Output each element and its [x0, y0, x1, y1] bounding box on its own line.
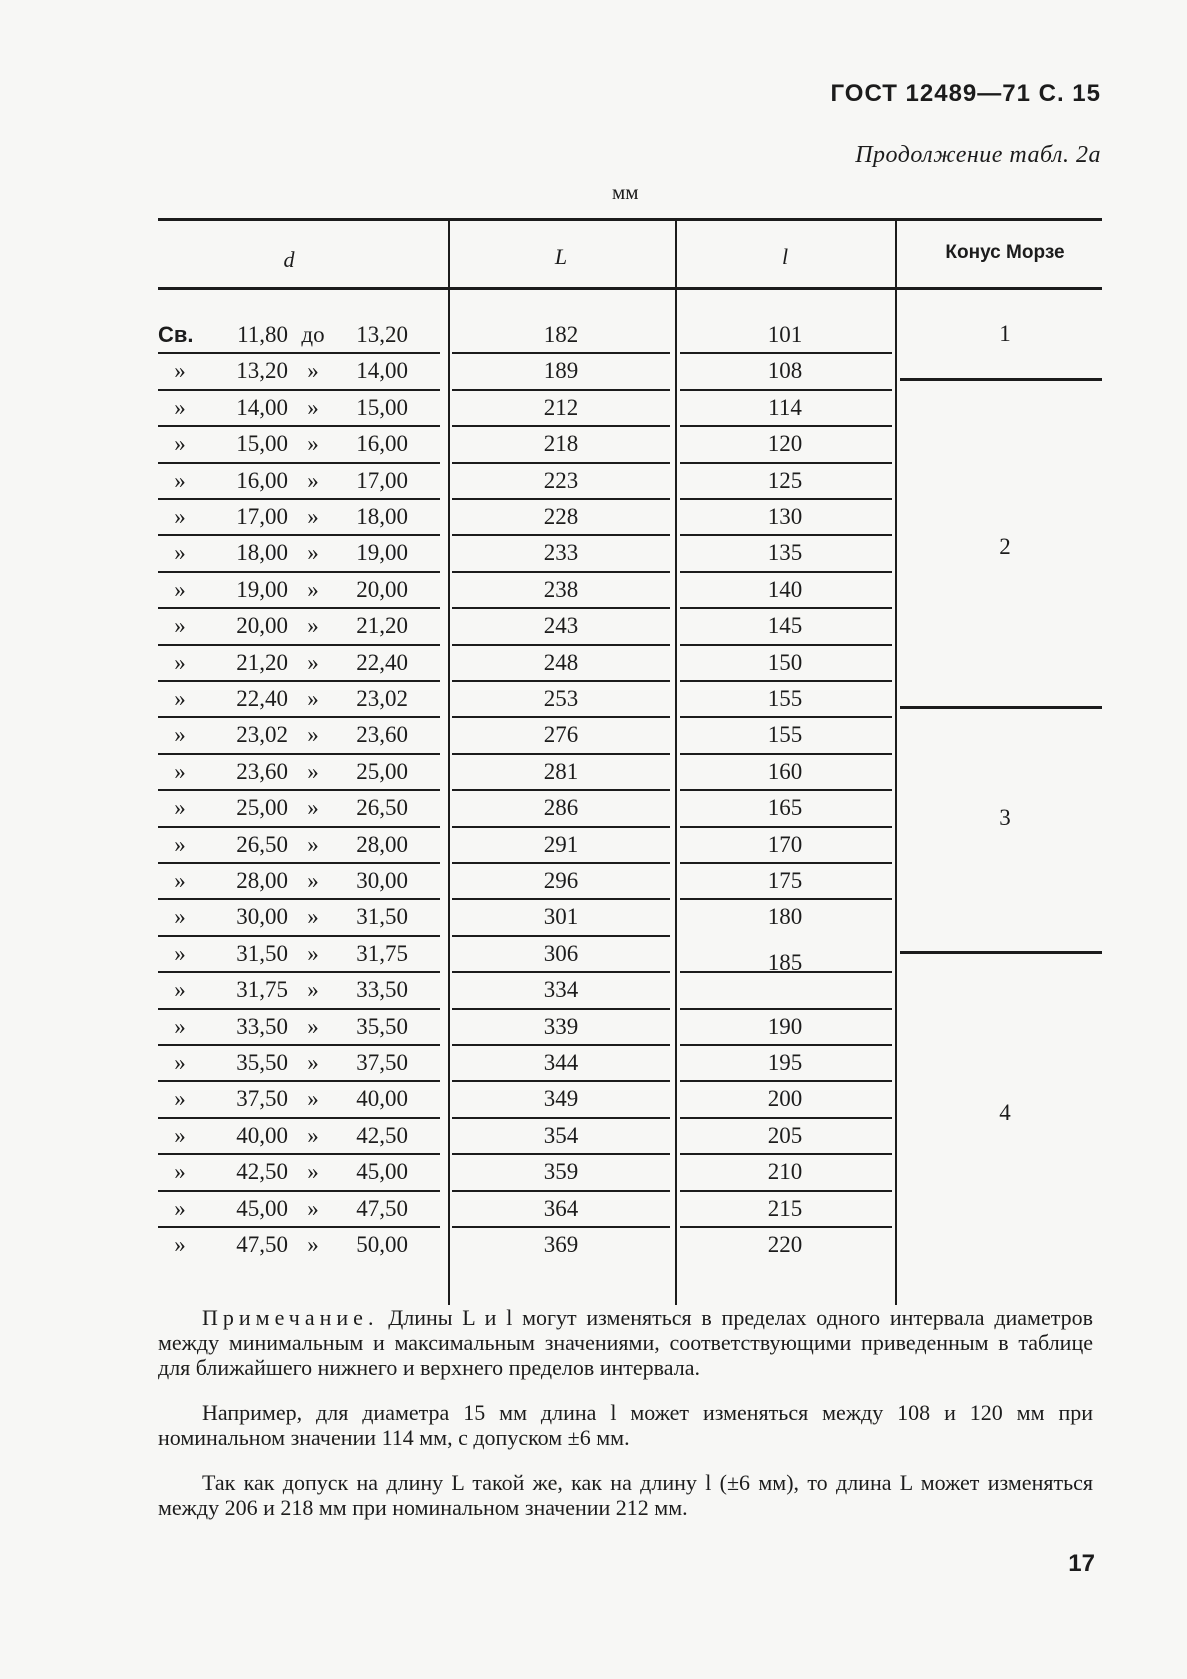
cell-prefix: »	[174, 977, 186, 1003]
cell-l: 210	[767, 1159, 803, 1185]
table-row	[0, 828, 1187, 862]
cell-d-from: 11,80	[237, 322, 288, 347]
cell-d-to: 26,50	[356, 795, 408, 821]
morse-group-3: 3	[999, 805, 1011, 830]
cell-prefix: »	[174, 868, 186, 893]
cell-d-from: 19,00	[236, 576, 288, 602]
cell-to-word: »	[307, 1195, 319, 1221]
cell-L: 238	[543, 576, 579, 602]
cell-d-from: 25,00	[236, 795, 288, 821]
cell-l: 175	[767, 868, 803, 893]
cell-l: 150	[767, 649, 803, 675]
cell-prefix: »	[174, 613, 186, 639]
cell-prefix: »	[174, 1050, 186, 1075]
table-row	[0, 718, 1187, 752]
table-row	[0, 973, 1187, 1007]
cell-L: 189	[543, 358, 579, 384]
cell-l: 125	[767, 467, 803, 493]
table-row	[0, 1192, 1187, 1226]
cell-l: 120	[767, 431, 803, 457]
cell-prefix: »	[174, 394, 186, 420]
cell-to-word: »	[307, 758, 319, 784]
cell-d-from: 15,00	[236, 431, 288, 457]
cell-prefix: »	[174, 540, 186, 566]
cell-prefix: »	[174, 1232, 186, 1257]
cell-to-word: »	[307, 431, 319, 457]
cell-L: 369	[543, 1232, 579, 1257]
table-row	[0, 937, 1187, 971]
table-rule	[158, 218, 1102, 221]
cell-l: 135	[767, 540, 803, 566]
table-row	[0, 573, 1187, 607]
cell-d-from: 31,75	[236, 977, 288, 1003]
cell-d-from: 47,50	[236, 1232, 288, 1257]
cell-l: 220	[767, 1232, 803, 1257]
cell-prefix: »	[174, 795, 186, 821]
cell-l: 190	[767, 1013, 803, 1039]
table-row	[0, 646, 1187, 680]
cell-d-from: 16,00	[236, 467, 288, 493]
cell-d-to: 22,40	[356, 649, 408, 675]
cell-d-to: 31,75	[356, 940, 408, 966]
cell-d-to: 15,00	[356, 394, 408, 420]
cell-to-word: »	[307, 613, 319, 639]
cell-d-from: 37,50	[236, 1086, 288, 1112]
cell-d-to: 30,00	[356, 868, 408, 893]
cell-l: 200	[767, 1086, 803, 1112]
cell-l: 215	[767, 1195, 803, 1221]
cell-d-from: 14,00	[236, 394, 288, 420]
cell-L: 286	[543, 795, 579, 821]
cell-L: 344	[543, 1050, 579, 1075]
cell-L: 296	[543, 868, 579, 893]
table-row	[0, 864, 1187, 898]
cell-L: 182	[543, 322, 579, 347]
cell-prefix: »	[174, 1122, 186, 1148]
cell-l: 155	[767, 686, 803, 711]
cell-d-from: 18,00	[236, 540, 288, 566]
cell-d-to: 19,00	[356, 540, 408, 566]
cell-L: 253	[543, 686, 579, 711]
cell-d-to: 37,50	[356, 1050, 408, 1075]
cell-d-from: 40,00	[236, 1122, 288, 1148]
cell-d-from: 21,20	[236, 649, 288, 675]
cell-prefix: »	[174, 1086, 186, 1112]
cell-L: 281	[543, 758, 579, 784]
cell-d-to: 50,00	[356, 1232, 408, 1257]
cell-prefix: »	[174, 831, 186, 857]
cell-L: 364	[543, 1195, 579, 1221]
cell-d-from: 42,50	[236, 1159, 288, 1185]
cell-prefix: »	[174, 649, 186, 675]
table-row	[0, 1228, 1187, 1262]
cell-to-word: »	[307, 686, 319, 711]
cell-d-to: 16,00	[356, 431, 408, 457]
table-rule	[158, 287, 1102, 290]
cell-L: 339	[543, 1013, 579, 1039]
table-row	[0, 391, 1187, 425]
cell-d-from: 30,00	[236, 904, 288, 930]
cell-l: 108	[767, 358, 803, 384]
cell-d-from: 35,50	[236, 1050, 288, 1075]
note-title: Примечание.	[202, 1305, 379, 1330]
cell-d-from: 26,50	[236, 831, 288, 857]
cell-d-to: 17,00	[356, 467, 408, 493]
morse-group-4: 4	[999, 1100, 1011, 1125]
cell-d-from: 23,60	[236, 758, 288, 784]
cell-to-word: »	[307, 394, 319, 420]
note-text-1: Длины L и l могут изменяться в пределах одного интервала диаметров между минимальным и максимальным значениями, соответствующими приведенным в таблице для ближайшего нижнего и верхнего пределов интервала.	[158, 1305, 1094, 1380]
table-row	[0, 609, 1187, 643]
cell-prefix: »	[174, 576, 186, 602]
cell-to-word: »	[307, 358, 319, 384]
header-d: d	[283, 247, 295, 272]
cell-d-to: 18,00	[356, 504, 408, 529]
cell-to-word: »	[307, 940, 319, 966]
cell-L: 223	[543, 467, 579, 493]
cell-to-word: »	[307, 1013, 319, 1039]
cell-l: 205	[767, 1122, 803, 1148]
table-row	[0, 1046, 1187, 1080]
cell-l: 160	[767, 758, 803, 784]
cell-l: 170	[767, 831, 803, 857]
cell-d-to: 25,00	[356, 758, 408, 784]
cell-d-from: 23,02	[236, 722, 288, 748]
cell-to-word: »	[307, 1232, 319, 1257]
cell-to-word: »	[307, 977, 319, 1003]
table-row	[0, 1155, 1187, 1189]
cell-to-word: »	[307, 831, 319, 857]
cell-d-from: 13,20	[236, 358, 288, 384]
cell-L: 243	[543, 613, 579, 639]
cell-d-to: 28,00	[356, 831, 408, 857]
cell-to-word: »	[307, 904, 319, 930]
merged-l-cell: 185	[767, 950, 803, 975]
cell-to-word: »	[307, 540, 319, 566]
note-paragraph-2: Например, для диаметра 15 мм длина l может изменяться между 108 и 120 мм при номинальном значении 114 мм, с допуском ±6 мм.	[158, 1400, 1093, 1450]
cell-l: 130	[767, 504, 803, 529]
table-row	[0, 900, 1187, 934]
cell-d-from: 45,00	[236, 1195, 288, 1221]
cell-d-from: 22,40	[236, 686, 288, 711]
table-row	[0, 682, 1187, 716]
cell-l: 165	[767, 795, 803, 821]
cell-d-to: 23,02	[356, 686, 408, 711]
header-morse-taper: Конус Морзе	[945, 242, 1065, 263]
table-row	[0, 464, 1187, 498]
cell-prefix: »	[174, 686, 186, 711]
cell-L: 334	[543, 977, 579, 1003]
cell-to-word: »	[307, 467, 319, 493]
table-row	[0, 427, 1187, 461]
cell-prefix: »	[174, 1195, 186, 1221]
table-row	[0, 1010, 1187, 1044]
cell-d-from: 31,50	[236, 940, 288, 966]
cell-d-to: 42,50	[356, 1122, 408, 1148]
morse-group-2: 2	[999, 534, 1011, 559]
cell-prefix: Св.	[158, 322, 194, 347]
cell-d-to: 31,50	[356, 904, 408, 930]
cell-to-word: до	[301, 322, 325, 347]
cell-prefix: »	[174, 904, 186, 930]
cell-prefix: »	[174, 940, 186, 966]
cell-to-word: »	[307, 576, 319, 602]
cell-d-to: 45,00	[356, 1159, 408, 1185]
header-l: l	[781, 244, 789, 269]
note-paragraph-1	[158, 1305, 1093, 1380]
cell-prefix: »	[174, 1159, 186, 1185]
cell-l: 101	[767, 322, 803, 347]
cell-L: 233	[543, 540, 579, 566]
cell-to-word: »	[307, 795, 319, 821]
document-header: ГОСТ 12489—71 С. 15	[830, 80, 1101, 107]
cell-prefix: »	[174, 504, 186, 529]
cell-l: 140	[767, 576, 803, 602]
cell-d-from: 20,00	[236, 613, 288, 639]
cell-d-from: 17,00	[236, 504, 288, 529]
cell-L: 306	[543, 940, 579, 966]
cell-L: 276	[543, 722, 579, 748]
cell-l: 180	[767, 904, 803, 930]
table-row	[0, 500, 1187, 534]
cell-d-to: 13,20	[356, 322, 408, 347]
cell-prefix: »	[174, 467, 186, 493]
cell-d-from: 28,00	[236, 868, 288, 893]
cell-prefix: »	[174, 358, 186, 384]
unit-label: мм	[612, 180, 639, 204]
cell-l: 155	[767, 722, 803, 748]
cell-L: 218	[543, 431, 579, 457]
cell-to-word: »	[307, 1122, 319, 1148]
cell-d-to: 40,00	[356, 1086, 408, 1112]
cell-L: 359	[543, 1159, 579, 1185]
cell-d-from: 33,50	[236, 1013, 288, 1039]
cell-prefix: »	[174, 431, 186, 457]
cell-l: 195	[767, 1050, 803, 1075]
page-number: 17	[1068, 1550, 1095, 1577]
cell-to-word: »	[307, 504, 319, 529]
cell-d-to: 23,60	[356, 722, 408, 748]
cell-L: 248	[543, 649, 579, 675]
cell-d-to: 47,50	[356, 1195, 408, 1221]
cell-d-to: 21,20	[356, 613, 408, 639]
cell-d-to: 35,50	[356, 1013, 408, 1039]
cell-L: 301	[543, 904, 579, 930]
note-paragraph-3: Так как допуск на длину L такой же, как на длину l (±6 мм), то длина L может изменяться между 206 и 218 мм при номинальном значении 212 мм.	[158, 1470, 1093, 1520]
cell-d-to: 20,00	[356, 576, 408, 602]
cell-d-to: 14,00	[356, 358, 408, 384]
header-L: L	[554, 244, 568, 269]
cell-prefix: »	[174, 758, 186, 784]
cell-L: 354	[543, 1122, 579, 1148]
cell-to-word: »	[307, 649, 319, 675]
cell-l: 114	[768, 394, 802, 420]
cell-L: 291	[543, 831, 579, 857]
table-caption: Продолжение табл. 2а	[855, 142, 1101, 168]
cell-to-word: »	[307, 1159, 319, 1185]
morse-group-1: 1	[999, 321, 1011, 346]
cell-L: 212	[543, 394, 579, 420]
cell-l: 145	[767, 613, 803, 639]
cell-to-word: »	[307, 1086, 319, 1112]
cell-L: 349	[543, 1086, 579, 1112]
cell-prefix: »	[174, 1013, 186, 1039]
table-row	[0, 354, 1187, 388]
table-note	[158, 1305, 1093, 1540]
cell-prefix: »	[174, 722, 186, 748]
cell-d-to: 33,50	[356, 977, 408, 1003]
cell-to-word: »	[307, 722, 319, 748]
cell-to-word: »	[307, 1050, 319, 1075]
cell-L: 228	[543, 504, 579, 529]
cell-to-word: »	[307, 868, 319, 893]
table-row	[0, 755, 1187, 789]
